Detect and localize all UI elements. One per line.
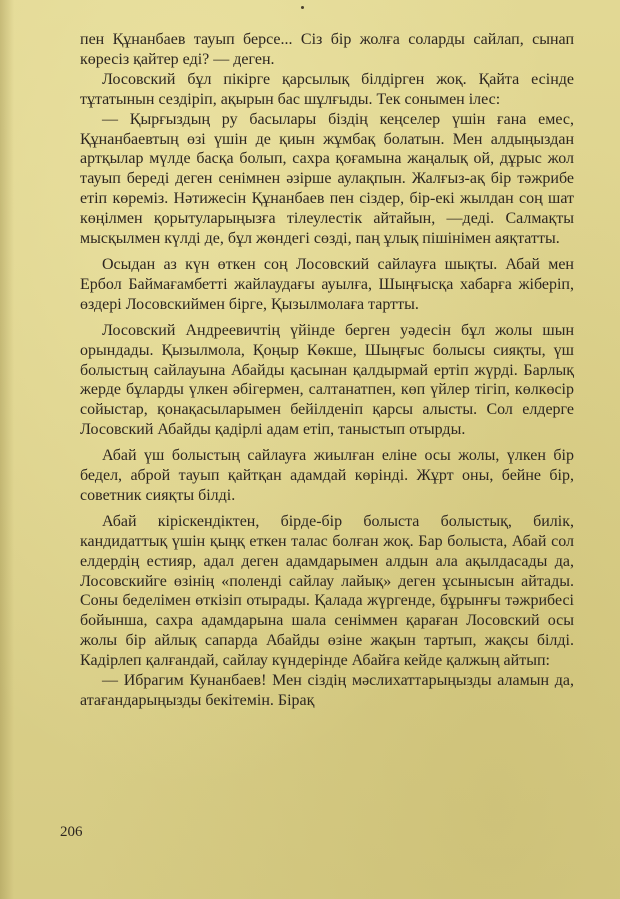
paragraph-3: — Қырғыздың ру басылары біздің кеңселер үшін ғана емес, Құнанбаевтың өзі үшін де қиын жұмбақ болатын. Мен алдыңыздан артқылар мүлде басқа болып, сахра қоғамына жаңалық ой, дұрыс жол тауып береді деген сенімнен әзірше аулақпын. Жалғыз-ақ бір тәжрибе етіп көреміз. Нәтижесін Құнанбаев пен сіздер, бір-екі жылдан соң шат көңілмен қорытуларыңызға тілеулестік айтайын, —деді. Салмақты мысқылмен күлді де, бұл жөндегі сөзді, паң ұлық пішінімен аяқтатты. — [80, 110, 574, 248]
paragraph-8: — Ибрагим Кунанбаев! Мен сіздің мәслихаттарыңызды аламын да, атағандарыңызды бекітемін. Бірақ — [80, 672, 574, 709]
page-spine-shadow — [0, 0, 14, 899]
paragraph-1: пен Құнанбаев тауып берсе... Сіз бір жолға соларды сайлап, сынап көресіз қайтер еді? — деген. — [80, 31, 574, 68]
paragraph-4: Осыдан аз күн өткен соң Лосовский сайлауға шықты. Абай мен Ербол Баймағамбетті жайлаудағы ауылға, Шыңғысқа хабарға жіберіп, өздері Лосовскиймен бірге, Қызылмолаға тартты. — [80, 255, 574, 313]
body-text — [80, 30, 574, 711]
page-number: 206 — [60, 824, 83, 840]
paragraph-5: Лосовский Андреевичтің үйінде берген уәдесін бұл жолы шын орындады. Қызылмола, Қоңыр Көкше, Шыңғыс болысы сияқты, үш болыстың сайлауына Абайды қасынан қалдырмай ертіп жүрді. Барлық жерде бұларды үлкен әбігермен, салтанатпен, көп үйлер тігіп, көлкөсір сойыстар, қонақасыларымен бейілденіп қарсы алысты. Сол елдерге Лосовский Абайды қадірлі адам етіп, таныстып отырды. — [80, 321, 574, 439]
paragraph-2: Лосовский бұл пікірге қарсылық білдірген жоқ. Қайта есінде тұтатынын сездіріп, ақырын бас шұлғыды. Тек сонымен ілес: — [80, 70, 574, 108]
top-mark — [301, 6, 304, 9]
paragraph-7: Абай кірiскендіктен, бірде-бір болыста болыстық, билік, кандидаттық үшін қыңқ еткен талас болған жоқ. Бар болыста, Абай сол елдердің естияр, адал деген адамдарымен алдын ала ақылдасады да, Лосовскийге өзінің «поленді сайлау лайық» деген ұсынысын айтады. Соны беделімен өткізіп отырады. Қалада жүргенде, бұрынғы тәжрибесі бойынша, сахра адамдарына шала сеніммен қараған Лосовский осы жолы бір айлық сапарда Абайды өзіне жақын тартып, жақсы білді. Кадірлеп қалғандай, сайлау күндерінде Абайға кейде қалжың айтып: — [80, 512, 574, 670]
paragraph-6: Абай үш болыстың сайлауға жиылған еліне осы жолы, үлкен бір бедел, аброй тауып қайтқан адамдай көрінді. Жұрт оны, бейне бір, советник сияқты білді. — [80, 447, 574, 504]
